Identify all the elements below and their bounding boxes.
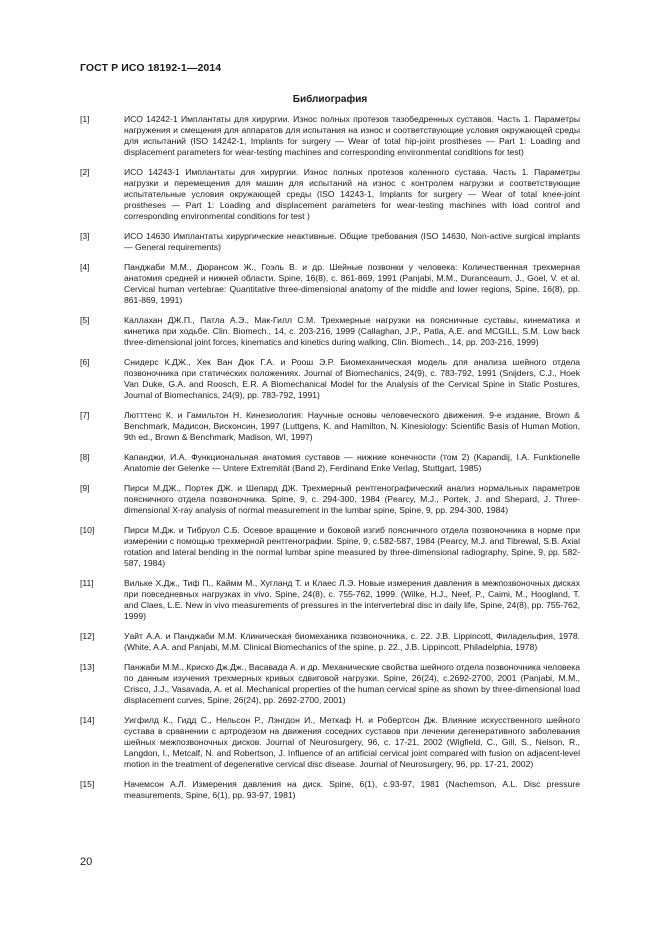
entry-number: [7] [80, 410, 90, 420]
entry-number: [9] [80, 483, 90, 493]
section-title: Библиография [292, 94, 368, 105]
bibliography-entry [80, 578, 580, 622]
bibliography-entry [80, 452, 580, 474]
entry-text: ИСО 14630 Имплантаты хирургические неактивные. Общие требования (ISO 14630, Non-active surgical implants — General requirements) [124, 231, 580, 252]
document-header: ГОСТ Р ИСО 18192-1—2014 [80, 62, 222, 74]
entry-number: [8] [80, 452, 90, 462]
bibliography-entry [80, 715, 580, 770]
bibliography-entry [80, 779, 580, 801]
bibliography-entry [80, 315, 580, 348]
page-number: 20 [80, 856, 93, 868]
entry-number: [4] [80, 262, 90, 272]
bibliography-entry [80, 167, 580, 222]
entry-text: Панжаби М.М., Криско Дж.Дж., Васавада А. и др. Механические свойства шейного отдела позвоночника человека по данным изучения трехмерных кривых сдвиговой нагрузки. Spine, 26(24), с.2692-2700, 2001 (Panjabi, M.M., Crisco, J.J., Vasavada, A. et al. Mechanical properties of the human cervical spine as shown by three-dimensional load displacement curves, Spine, 26(24), pp. 2692-2700, 2001) [124, 662, 580, 705]
entry-number: [6] [80, 357, 90, 367]
entry-text: Капанджи, И.А. Функциональная анатомия суставов — нижние конечности (том 2) (Kapandij, I.A. Funktionelle Anatomie der Gelenke — Untere Extremität (Band 2), Ferdinand Enke Verlag, Stuttgart, 1985) [124, 452, 580, 473]
entry-text: Лютттенс К. и Гамильтон Н. Кинезиология: Научные основы человеческого движения. 9-е издание, Brown & Benchmark, Мадисон, Висконсин, 1997 (Luttgens, K. and Hamilton, N. Kinesiology: Scientific Basis of Human Motion, 9th ed., Brown & Benchmark, Madison, WI, 1997) [124, 410, 580, 442]
entry-text: Снидерс К.ДЖ., Хек Ван Дюк Г.А. и Роош Э.Р. Биомеханическая модель для анализа шейного отдела позвоночника при статических положениях. Journal of Biomechanics, 24(9), с. 783-792, 1991 (Snijders, C.J., Hoek Van Duke, G.A. and Roosch, E.R. A Biomechanical Model for the Analysis of the Cervical Spine in Static Postures, Journal of Biomechanics, 24(9), pp. 783-792, 1991) [124, 357, 580, 400]
bibliography-entry [80, 410, 580, 443]
bibliography-entry [80, 631, 580, 653]
bibliography-entry [80, 483, 580, 516]
entry-text: Каллахан ДЖ.П., Патла А.Э., Мак-Гилл С.М. Трехмерные нагрузки на поясничные суставы, кинематика и кинетика при ходьбе. Clin. Biomech., 14, с. 203-216, 1999 (Callaghan, J.P., Patla, A.E. and MCGILL, S.M. Low back three-dimensional joint forces, kinematics and kinetics during walking, Clin. Biomech., 14, pp. 203-216, 1999) [124, 315, 580, 347]
entry-number: [5] [80, 315, 90, 325]
bibliography-entry [80, 262, 580, 306]
bibliography-entry [80, 114, 580, 158]
entry-text: Уигфилд К., Гидд С., Нельсон Р., Лэнгдон И., Меткаф Н. и Робертсон Дж. Влияние искусственного шейного сустава в сравнении с артродезом на движения соседних суставов при лечении дегенеративного заболевания шейных межпозвоночных дисков. Journal of Neurosurgery, 96, с. 17-21, 2002 (Wigfield, C., Gill, S., Nelson, R., Langdon, I., Metcalf, N. and Robertson, J. Influence of an artificial cervical joint compared with fusion on adjacent-level motion in the treatment of degenerative cervical disc disease. Journal of Neurosurgery, 96, pp. 17-21, 2002) [124, 715, 580, 769]
bibliography-entry [80, 662, 580, 706]
entry-number: [11] [80, 578, 94, 588]
entry-text: Пирси М.Дж. и Тибруол С.Б. Осевое вращение и боковой изгиб поясничного отдела позвоночника в норме при измерении с помощью трехмерной рентгенографии. Spine, 9, с.582-587, 1984 (Pearcy, M.J. and Tibrewal, S.B. Axial rotation and lateral bending in the normal lumbar spine measured by three-dimensional radiography, Spine, 9, pp. 582-587, 1984) [124, 525, 580, 568]
entry-number: [12] [80, 631, 95, 641]
entry-number: [13] [80, 662, 95, 672]
entry-number: [2] [80, 167, 90, 177]
entry-text: Пирси М.ДЖ., Портек ДЖ. и Шепард ДЖ. Трехмерный рентгенографический анализ нормальных параметров поясничного отдела позвоночника. Spine, 9, с. 294-300, 1984 (Pearcy, M.J., Portek, J. and Shepard, J. Three-dimensional X-ray analysis of normal measurement in the lumbar spine, Spine, 9, pp. 294-300, 1984) [124, 483, 580, 515]
bibliography-entry [80, 231, 580, 253]
entry-text: ИСО 14243-1 Имплантаты для хирургии. Износ полных протезов коленного сустава. Часть 1. Параметры нагрузки и перемещения для машин для испытаний на износ с контролем нагрузки и соответствующие испытательные условия окружающей среды (ISO 14243-1, Implants for surgery — Wear of total knee-joint prostheses — Part 1: Loading and displacement parameters for wear-testing machines with load control and corresponding environmental conditions for test ) [124, 167, 580, 221]
entry-number: [1] [80, 114, 90, 124]
entry-text: ИСО 14242-1 Имплантаты для хирургии. Износ полных протезов тазобедренных суставов. Часть 1. Параметры нагружения и смещения для аппаратов для испытания на износ и соответствующие условия окружающей среды для испытаний (ISO 14242-1, Implants for surgery — Wear of total hip-joint prostheses — Part 1: Loading and displacement parameters for wear-testing machines and corresponding environmental conditions for test) [124, 114, 580, 157]
entry-number: [10] [80, 525, 95, 535]
entry-text: Уайт А.А. и Панджаби М.М. Клиническая биомеханика позвоночника, с. 22. J.B. Lippincott, Филадельфия, 1978. (White, A.A. and Panjabi, M.M. Clinical Biomechanics of the spine, p. 22., J.B. Lippincott, Philadelphia, 1978) [124, 631, 580, 652]
entry-number: [15] [80, 779, 95, 789]
bibliography-list [80, 114, 580, 810]
entry-text: Вильке Х.Дж., Тиф П., Каймм М., Хугланд Т. и Клаес Л.Э. Новые измерения давления в межпозвоночных дисках при повседневных нагрузках in vivo. Spine, 24(8), с. 755-762, 1999. (Wilke, H.J., Neef, P., Caimi, M., Hoogland, T. and Claes, L.E. New in vivo measurements of pressures in the intervertebral disc in daily life, Spine, 24(8), pp. 755-762, 1999) [124, 578, 580, 621]
entry-number: [14] [80, 715, 95, 725]
bibliography-entry [80, 525, 580, 569]
entry-number: [3] [80, 231, 90, 241]
entry-text: Начемсон А.Л. Измерения давления на диск. Spine, 6(1), с.93-97, 1981 (Nachemson, A.L. Disc pressure measurements, Spine, 6(1), pp. 93-97, 1981) [124, 779, 580, 800]
bibliography-entry [80, 357, 580, 401]
entry-text: Панджаби М.М., Дюрансом Ж., Гоэль В. и др. Шейные позвонки у человека: Количественная трехмерная анатомия средней и нижней области. Spine, 16(8), с. 861-869, 1991 (Panjabi, M.M., Duranceaum, J., Goel, V. et al. Cervical human vertebrae: Quantitative three-dimensional anatomy of the middle and lower regions, Spine, 16(8), pp. 861-869, 1991) [124, 262, 580, 305]
